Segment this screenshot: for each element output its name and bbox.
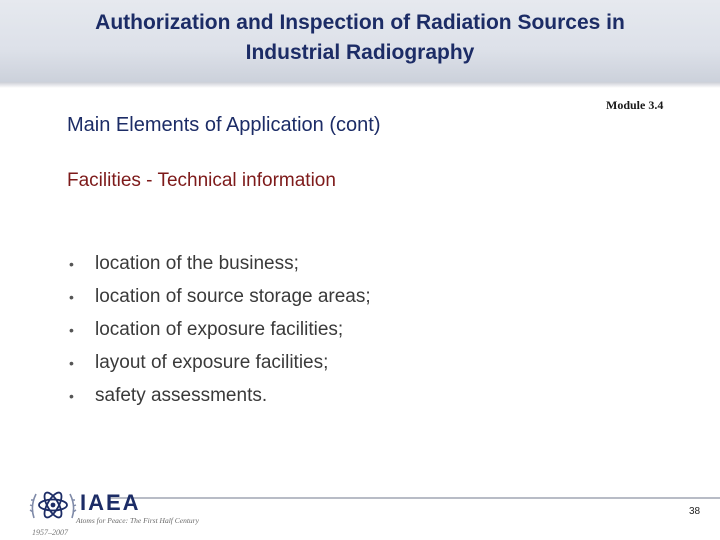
logo-tagline: Atoms for Peace: The First Half Century [76,516,199,525]
slide-title [20,8,700,68]
logo-years: 1957–2007 [32,528,68,537]
bullet-item [64,348,371,381]
bullet-icon: • [69,388,74,404]
bullet-item [64,282,371,315]
bullet-item [64,381,371,414]
bullet-text: location of source storage areas; [95,286,371,307]
iaea-logo [28,484,228,538]
bullet-text: location of exposure facilities; [95,319,344,340]
bullet-text: location of the business; [95,253,299,274]
bullet-text: layout of exposure facilities; [95,352,329,373]
bullet-icon: • [69,355,74,371]
bullet-icon: • [69,322,74,338]
section-heading: Main Elements of Application (cont) [67,114,381,136]
subheading: Facilities - Technical information [67,170,336,191]
bullet-list [64,249,371,414]
bullet-icon: • [69,256,74,272]
slide-title-line-2: Industrial Radiography [245,41,475,64]
bullet-text: safety assessments. [95,385,268,406]
logo-wordmark: IAEA [80,490,141,515]
slide-title-line-1: Authorization and Inspection of Radiation Sources in [95,11,625,34]
bullet-item [64,249,371,282]
module-label: Module 3.4 [606,98,664,112]
bullet-icon: • [69,289,74,305]
bullet-item [64,315,371,348]
page-number: 38 [689,506,701,517]
atom-emblem-icon [28,484,78,526]
